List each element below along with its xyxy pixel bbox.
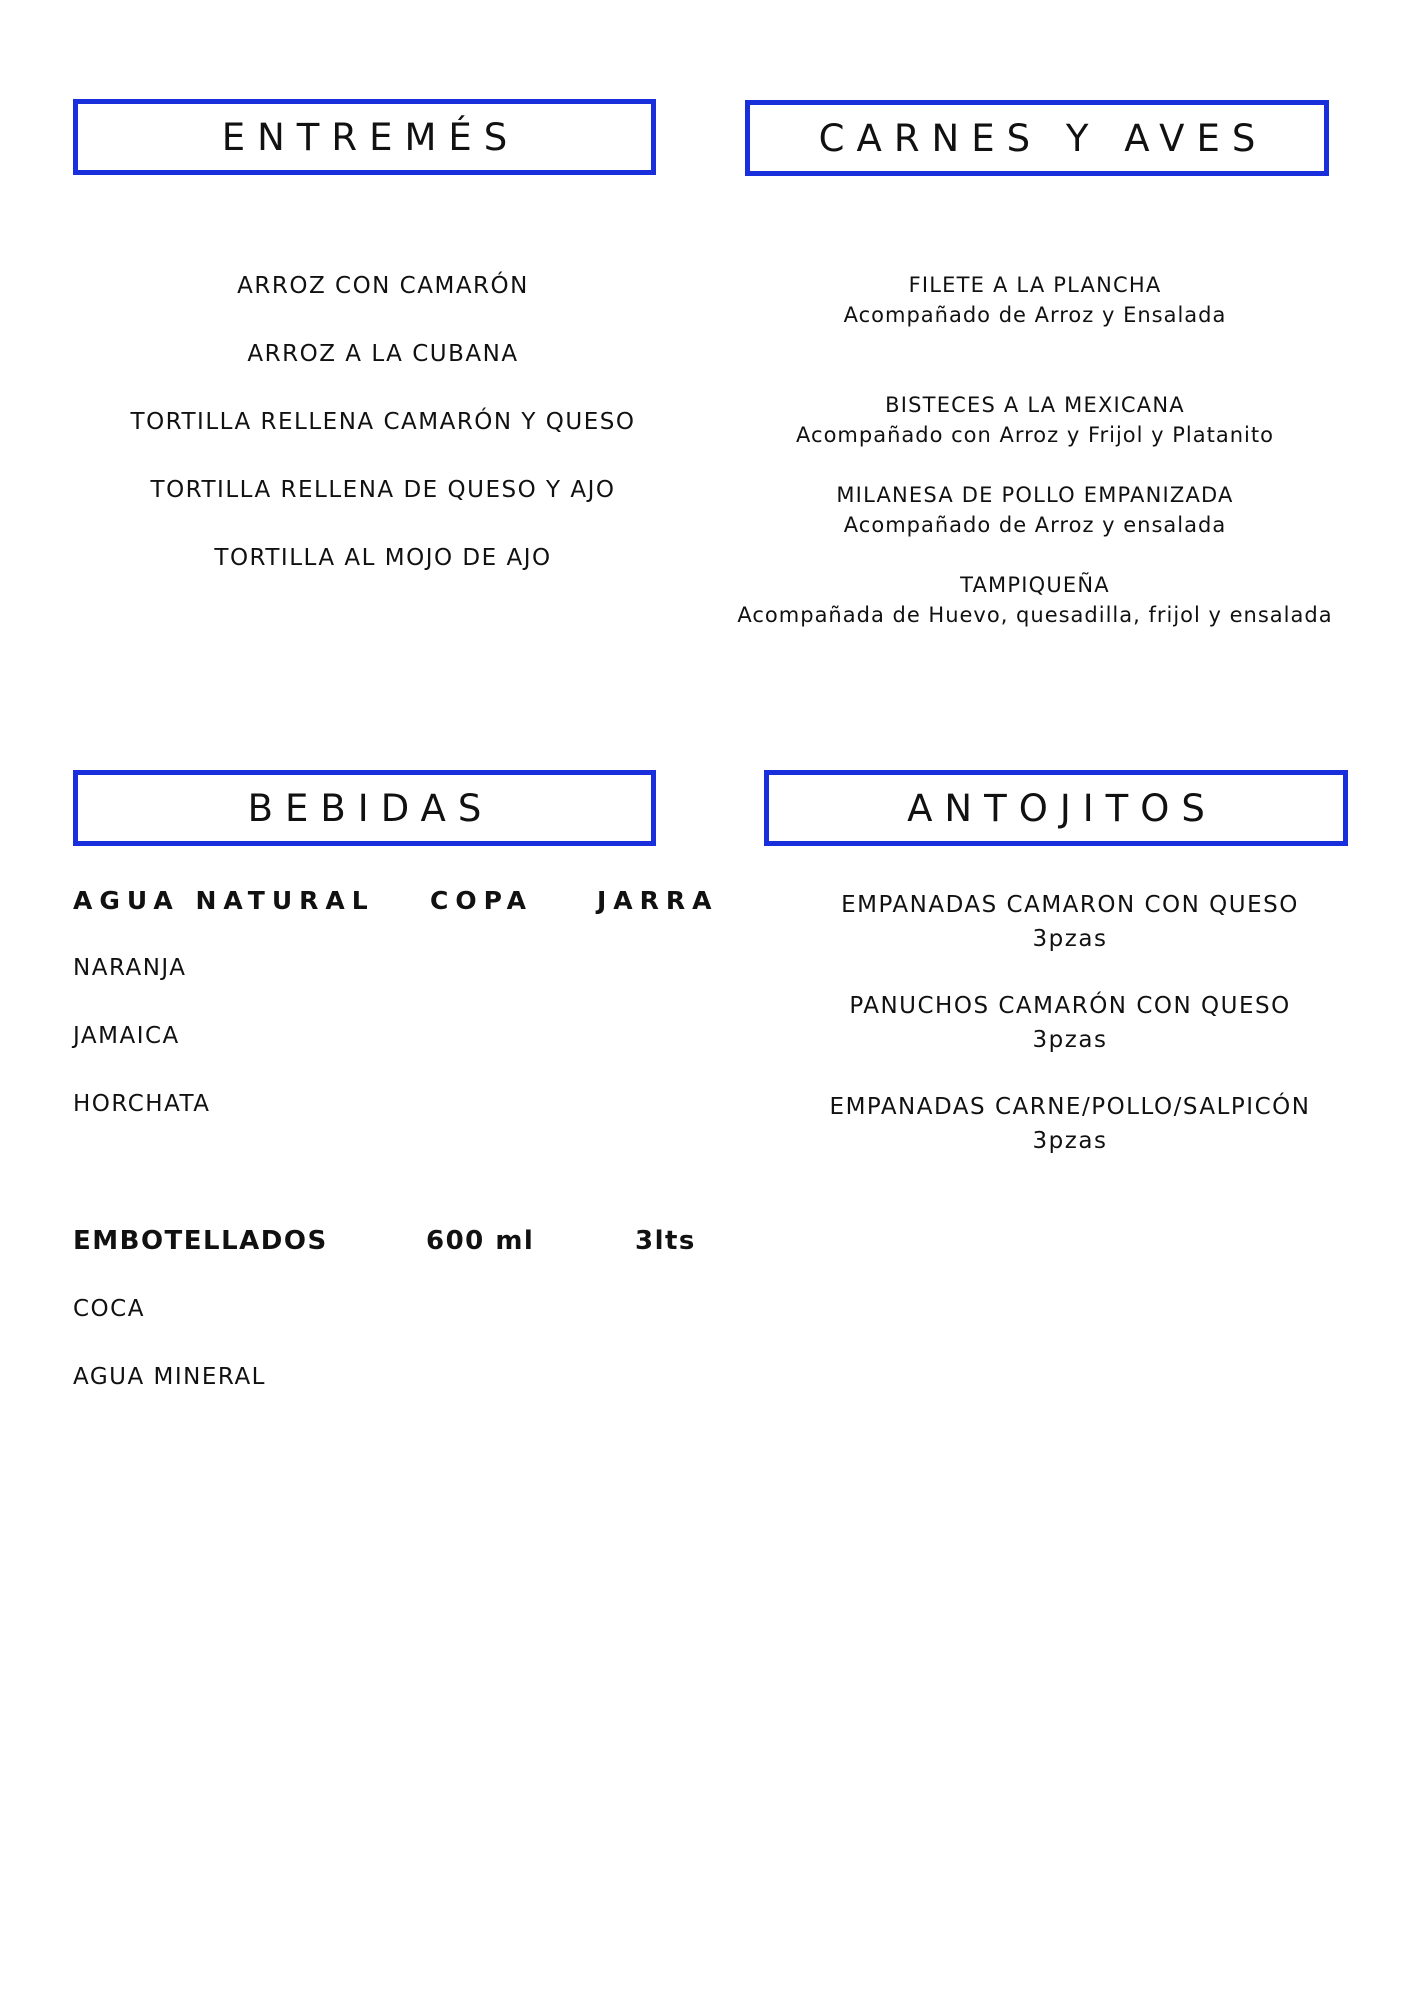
menu-item-name: EMPANADAS CAMARON CON QUESO [841,892,1299,918]
beverage-name: NARANJA [73,955,187,981]
menu-item [735,570,1335,630]
menu-item-description: Acompañado de Arroz y Ensalada [843,303,1227,327]
menu-item-quantity: 3pzas [1032,926,1108,952]
list-item [73,1023,713,1063]
agua-natural-header: AGUA NATURAL [73,886,375,915]
bebidas-header [73,770,656,846]
menu-item-name: BISTECES A LA MEXICANA [885,393,1185,417]
menu-item-name: EMPANADAS CARNE/POLLO/SALPICÓN [829,1094,1311,1120]
jarra-column-header: JARRA [597,886,719,915]
menu-item: TORTILLA AL MOJO DE AJO [214,545,552,571]
list-item [73,1364,713,1404]
copa-column-header: COPA [430,886,533,915]
menu-item-name: PANUCHOS CAMARÓN CON QUESO [849,993,1291,1019]
menu-item: ARROZ A LA CUBANA [247,341,519,367]
carnes-header [745,100,1329,176]
carnes-title: CARNES Y AVES [818,116,1268,160]
menu-item [735,390,1335,450]
bebidas-title: BEBIDAS [247,786,494,830]
list-item [73,1091,713,1131]
menu-item-name: MILANESA DE POLLO EMPANIZADA [836,483,1234,507]
entremes-header [73,99,656,175]
menu-item [735,270,1335,330]
menu-item [790,1090,1350,1191]
beverage-name: COCA [73,1296,145,1322]
beverage-name: JAMAICA [73,1023,180,1049]
menu-item: TORTILLA RELLENA CAMARÓN Y QUESO [130,409,636,435]
600ml-column-header: 600 ml [426,1226,535,1256]
menu-item: TORTILLA RELLENA DE QUESO Y AJO [150,477,616,503]
agua-natural-header-row [73,886,719,926]
entremes-list [73,268,693,608]
embotellados-header: EMBOTELLADOS [73,1226,328,1256]
menu-item-quantity: 3pzas [1032,1128,1108,1154]
menu-item [790,888,1350,989]
list-item [73,1296,713,1336]
menu-item-quantity: 3pzas [1032,1027,1108,1053]
menu-item-description: Acompañada de Huevo, quesadilla, frijol y ensalada [737,603,1333,627]
list-item [73,955,713,995]
carnes-list [735,270,1335,630]
beverage-name: HORCHATA [73,1091,211,1117]
embotellados-header-row [73,1226,713,1266]
antojitos-header [764,770,1348,846]
menu-item [790,989,1350,1090]
3lts-column-header: 3lts [635,1226,696,1256]
menu-item-description: Acompañado de Arroz y ensalada [843,513,1227,537]
entremes-title: ENTREMÉS [221,115,520,159]
antojitos-title: ANTOJITOS [907,786,1217,830]
menu-item: ARROZ CON CAMARÓN [237,273,529,299]
menu-item-description: Acompañado con Arroz y Frijol y Platanito [796,423,1274,447]
menu-item-name: FILETE A LA PLANCHA [908,273,1162,297]
beverage-name: AGUA MINERAL [73,1364,266,1390]
menu-item-name: TAMPIQUEÑA [960,573,1110,597]
antojitos-list [790,888,1350,1191]
menu-item [735,480,1335,540]
